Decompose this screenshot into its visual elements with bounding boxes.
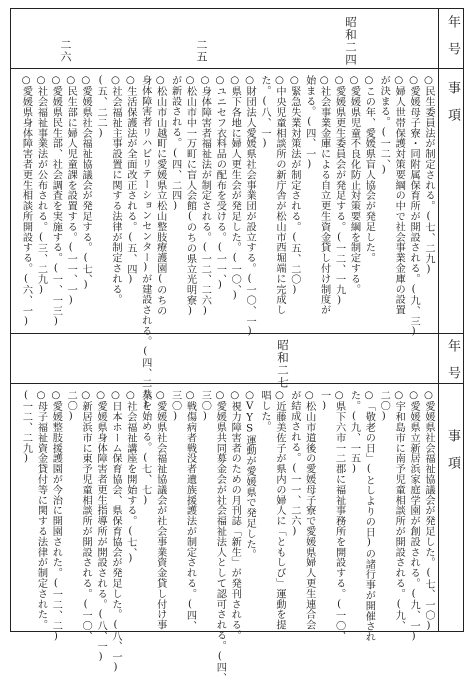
entry: ○緊急失業対策法が制定される。(五、二〇) bbox=[288, 75, 300, 296]
entry: ○愛媛整肢援護園が今治に開園された。(一二、二) bbox=[50, 390, 62, 642]
entry: た。(九、一五) bbox=[348, 390, 360, 475]
era-label-s24: 昭和二四 bbox=[344, 16, 358, 66]
entry: ○生活保護法が全面改正される。(五、四) bbox=[124, 75, 136, 286]
entry: ○松山市道後の愛媛母子寮で愛媛県婦人更生連合会 bbox=[303, 390, 315, 630]
entry: 一) bbox=[318, 390, 330, 412]
entry: 唱した。 bbox=[259, 390, 271, 432]
entry: ○ユニセフ衣料品の配布を受ける。(一一、) bbox=[214, 75, 226, 291]
entry: が決まる。(一二、) bbox=[378, 75, 390, 176]
entry: た。(八、一) bbox=[259, 75, 271, 150]
entry: (一二、二九) bbox=[20, 390, 32, 465]
era-label-26: 二六 bbox=[59, 39, 72, 63]
entry: ○社会福祉主事設置に関する法律が制定される。 bbox=[109, 75, 121, 305]
entry: ○愛媛県社会福祉協議会が社会事業資金貸し付け事 bbox=[154, 390, 166, 630]
entry: ○近藤美佐子が県内の婦人に「ともしび」運動を提 bbox=[273, 390, 285, 630]
entry: が新設される。(四、二四) bbox=[169, 75, 181, 212]
era-label-25: 二五 bbox=[195, 39, 208, 63]
entry: (五、二二) bbox=[95, 75, 107, 139]
entry: ○社会事業金庫による自立更生資金貸し付け制度が bbox=[318, 75, 330, 315]
entry: 三〇) bbox=[169, 390, 181, 422]
entry: ○愛媛県児童不良化防止対策要綱を制定する。 bbox=[348, 75, 360, 295]
entry: ○この年、愛媛県盲人協会が発足した。 bbox=[363, 75, 375, 263]
entry: ○愛媛県身体障害者更生相談所開設する。(六、一) bbox=[20, 75, 32, 327]
entry: ○母子福祉資金貸付等に関する法律が制定された。 bbox=[35, 390, 47, 630]
entry: ○愛媛県共同募金会が社会福祉法人として認可される。(四、 bbox=[214, 390, 226, 683]
entry: 身体障害者リハビリテーションセンター)が建設される。(四、二八) bbox=[139, 75, 151, 411]
entry: ○民生部に婦人児童課を設置する。(一一、一) bbox=[65, 75, 77, 307]
entry: ○中央児童相談所の新庁舎が松山市西堀端に完成し bbox=[273, 75, 285, 315]
entry: ○愛媛県社会福祉協議会が発足する。(七、) bbox=[80, 75, 92, 291]
entry: 業を始める。(七、七) bbox=[139, 390, 151, 506]
era-label-s27: 昭和二七 bbox=[276, 339, 290, 389]
upper-header-rule bbox=[11, 68, 463, 69]
entry: 三〇) bbox=[199, 390, 211, 422]
entry: ○日本ホーム保育協会、県保育協会が発足した。(八、一) bbox=[109, 390, 121, 674]
section-divider bbox=[11, 333, 463, 334]
header-jikou-lower: 事項 bbox=[445, 429, 460, 483]
era-column-rule bbox=[438, 9, 439, 631]
entry: ○愛媛県身体障害者更生指導所が開設される。(八、一) bbox=[95, 390, 107, 663]
entry: ○視力障害者のための月刊誌「新生」が発刊される。 bbox=[229, 390, 241, 641]
entry: ○財団法人愛媛県社会事業団が設立する。(一〇、一) bbox=[244, 75, 256, 338]
entry: ○社会福祉事業法が公布される。(三、二九) bbox=[35, 75, 47, 296]
entry: ○愛媛県立新居浜家庭学園が創設される。(九、一) bbox=[408, 390, 420, 642]
entry: ○松山市山越町に愛媛県立松山整肢療護園(のちの bbox=[154, 75, 166, 316]
entry: 二〇) bbox=[378, 390, 390, 422]
entry: ○民生委員法が制定される。(七、二九) bbox=[423, 75, 434, 275]
header-jikou-upper: 事項 bbox=[445, 81, 460, 135]
entry: ○婦人世帯保護対策要綱の中で社会事業金庫の設置 bbox=[393, 75, 405, 315]
entry: ○愛媛県社会福祉協議会が発足した。(七、一〇) bbox=[423, 390, 434, 632]
entry: 二〇) bbox=[65, 390, 77, 422]
header-nengou-upper: 年号 bbox=[445, 15, 460, 69]
entry: ○戦傷病者戦没者遺族援護法が制定される。(四、 bbox=[184, 390, 196, 631]
entry: が結成される。(一一、二六) bbox=[288, 390, 300, 538]
entry: ○VYS運動が愛媛県で発足した。 bbox=[244, 390, 256, 560]
entry: ○愛媛県更生委員会が発足する。(一二、一九) bbox=[333, 75, 345, 307]
chronology-page bbox=[10, 8, 464, 683]
entry: ○身体障害者福祉法が制定される。(一二、二六) bbox=[199, 75, 211, 317]
entry: 始まる。(四、一) bbox=[303, 75, 315, 171]
lower-entries bbox=[17, 390, 435, 683]
entry: ○新居浜市に東予児童相談所が開設される。(一〇、 bbox=[80, 390, 92, 642]
entry: ○社会福祉講座を開始する。(七、) bbox=[124, 390, 136, 565]
lower-header-rule bbox=[11, 383, 463, 384]
header-nengou-lower: 年号 bbox=[445, 339, 460, 393]
entry: ○松山市中一万町に盲人会館(のちの県立光明寮) bbox=[184, 75, 196, 317]
entry: ○愛媛母子寮・同附属保育所が開設される。(九、三) bbox=[408, 75, 420, 338]
entry: ○宇和島市に南予児童相談所が開設される。(九、 bbox=[393, 390, 405, 631]
entry: ○県下六市一二郡に福祉事務所を開設する。(一〇、 bbox=[333, 390, 345, 642]
entry: ○県下各地に婦人更生会が発足した。(一〇、) bbox=[229, 75, 241, 302]
entry: ○「敬老の日」(としよりの日)の諸行事が開催され bbox=[363, 390, 375, 642]
entry: ○愛媛県民生部、社会調査を実施する。(一、一三) bbox=[50, 75, 62, 327]
